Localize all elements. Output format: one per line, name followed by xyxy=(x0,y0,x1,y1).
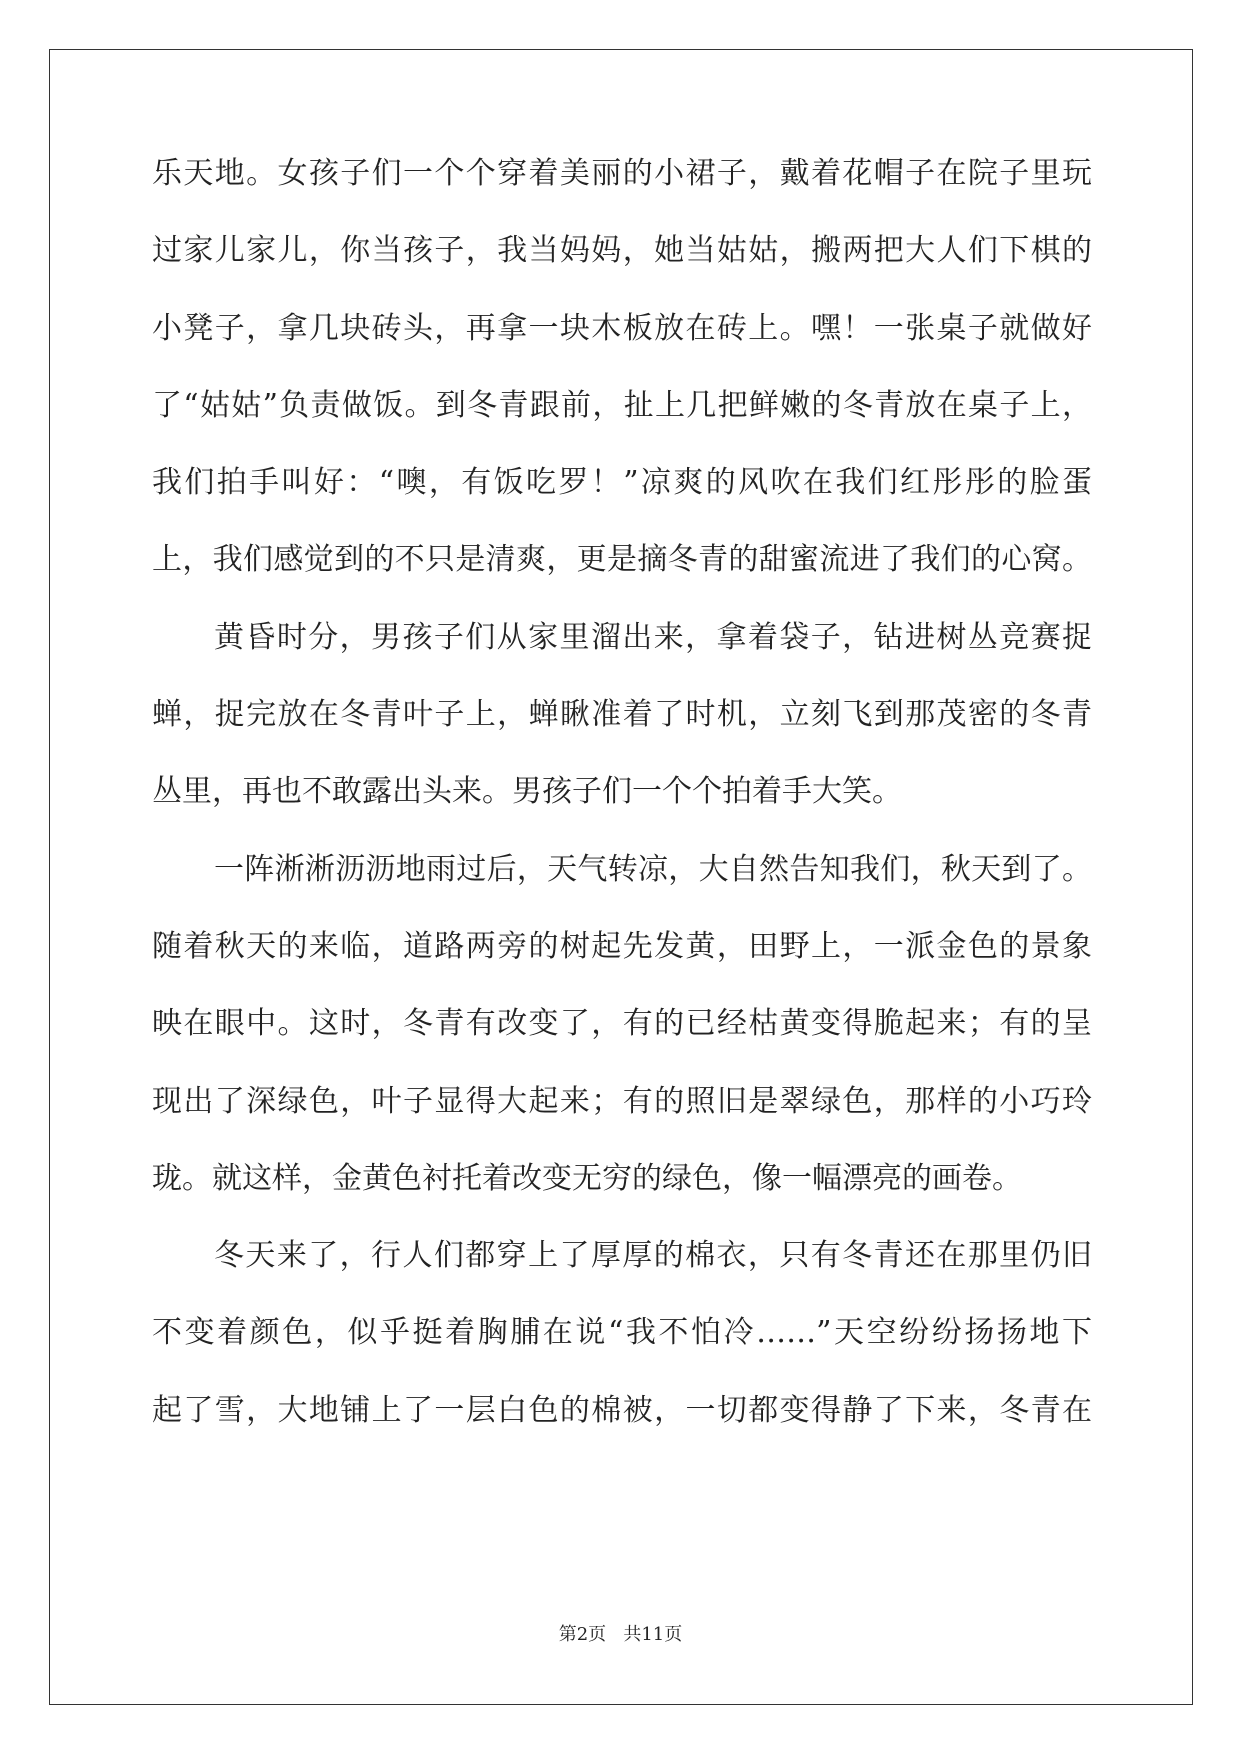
document-body xyxy=(152,154,1092,1468)
text-line: 过家儿家儿，你当孩子，我当妈妈，她当姑姑，搬两把大人们下棋的 xyxy=(152,233,1092,269)
text-line: 珑。就这样，金黄色衬托着改变无穷的绿色，像一幅漂亮的画卷。 xyxy=(152,1160,1022,1196)
text-line: 蝉，捉完放在冬青叶子上，蝉瞅准着了时机，立刻飞到那茂密的冬青 xyxy=(152,697,1092,733)
text-line: 了“姑姑”负责做饭。到冬青跟前，扯上几把鲜嫩的冬青放在桌子上， xyxy=(152,387,1092,423)
text-line: 我们拍手叫好：“噢，有饭吃罗！”凉爽的风吹在我们红彤彤的脸蛋 xyxy=(152,465,1092,501)
text-line: 小凳子，拿几块砖头，再拿一块木板放在砖上。嘿！一张桌子就做好 xyxy=(152,310,1092,346)
text-line: 现出了深绿色，叶子显得大起来；有的照旧是翠绿色，那样的小巧玲 xyxy=(152,1083,1092,1119)
page-number-footer: 第2页 共11页 xyxy=(558,1624,683,1645)
text-line: 不变着颜色，似乎挺着胸脯在说“我不怕冷……”天空纷纷扬扬地下 xyxy=(152,1315,1092,1351)
text-line: 一阵淅淅沥沥地雨过后，天气转凉，大自然告知我们，秋天到了。 xyxy=(214,851,1092,887)
text-line: 乐天地。女孩子们一个个穿着美丽的小裙子，戴着花帽子在院子里玩 xyxy=(152,156,1092,191)
text-line: 上，我们感觉到的不只是清爽，更是摘冬青的甜蜜流进了我们的心窝。 xyxy=(152,542,1092,578)
text-line: 映在眼中。这时，冬青有改变了，有的已经枯黄变得脆起来；有的呈 xyxy=(152,1006,1092,1042)
text-line: 冬天来了，行人们都穿上了厚厚的棉衣，只有冬青还在那里仍旧 xyxy=(214,1238,1092,1274)
text-line: 随着秋天的来临，道路两旁的树起先发黄，田野上，一派金色的景象 xyxy=(152,928,1092,964)
text-line: 黄昏时分，男孩子们从家里溜出来，拿着袋子，钻进树丛竞赛捉 xyxy=(214,619,1092,655)
text-line: 丛里，再也不敢露出头来。男孩子们一个个拍着手大笑。 xyxy=(152,774,902,810)
text-line: 起了雪，大地铺上了一层白色的棉被，一切都变得静了下来，冬青在 xyxy=(152,1392,1092,1428)
